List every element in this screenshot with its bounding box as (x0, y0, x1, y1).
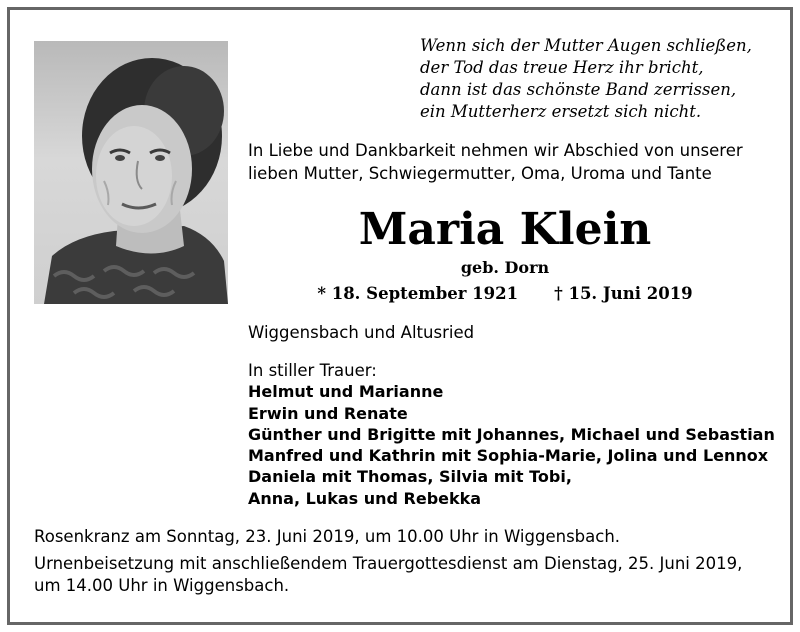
intro-line: lieben Mutter, Schwiegermutter, Oma, Uroma und Tante (248, 164, 712, 183)
hometown: Wiggensbach und Altusried (248, 323, 475, 342)
burial-notice-line: um 14.00 Uhr in Wiggensbach. (34, 576, 290, 595)
birth-date: * 18. September 1921 (317, 284, 519, 303)
mourners-heading: In stiller Trauer: (248, 361, 377, 380)
life-dates (248, 283, 762, 305)
mourner-name: Manfred und Kathrin mit Sophia-Marie, Jolina und Lennox (248, 446, 769, 466)
intro-line: In Liebe und Dankbarkeit nehmen wir Abschied von unserer (248, 141, 743, 160)
mourners-list (248, 360, 778, 509)
mourner-name: Erwin und Renate (248, 403, 408, 423)
rosary-notice: Rosenkranz am Sonntag, 23. Juni 2019, um 10.00 Uhr in Wiggensbach. (34, 527, 621, 546)
service-details (34, 526, 774, 597)
maiden-name: geb. Dorn (460, 258, 550, 277)
mourner-name: Anna, Lukas und Rebekka (248, 488, 482, 508)
portrait-illustration (34, 41, 228, 304)
intro-text (248, 139, 778, 185)
deceased-name: Maria Klein (358, 204, 652, 255)
burial-notice-line: Urnenbeisetzung mit anschließendem Trauergottesdienst am Dienstag, 25. Juni 2019, (34, 554, 743, 573)
poem-line: Wenn sich der Mutter Augen schließen, (420, 36, 752, 55)
mourner-name: Helmut und Marianne (248, 382, 444, 402)
poem-line: der Tod das treue Herz ihr bricht, (420, 58, 704, 77)
portrait-photo (34, 41, 228, 304)
death-date: † 15. Juni 2019 (554, 284, 693, 303)
mourner-name: Günther und Brigitte mit Johannes, Michael und Sebastian (248, 424, 775, 444)
poem (420, 35, 765, 123)
poem-line: dann ist das schönste Band zerrissen, (420, 80, 737, 99)
mourner-name: Daniela mit Thomas, Silvia mit Tobi, (248, 467, 572, 487)
poem-line: ein Mutterherz ersetzt sich nicht. (420, 102, 702, 121)
